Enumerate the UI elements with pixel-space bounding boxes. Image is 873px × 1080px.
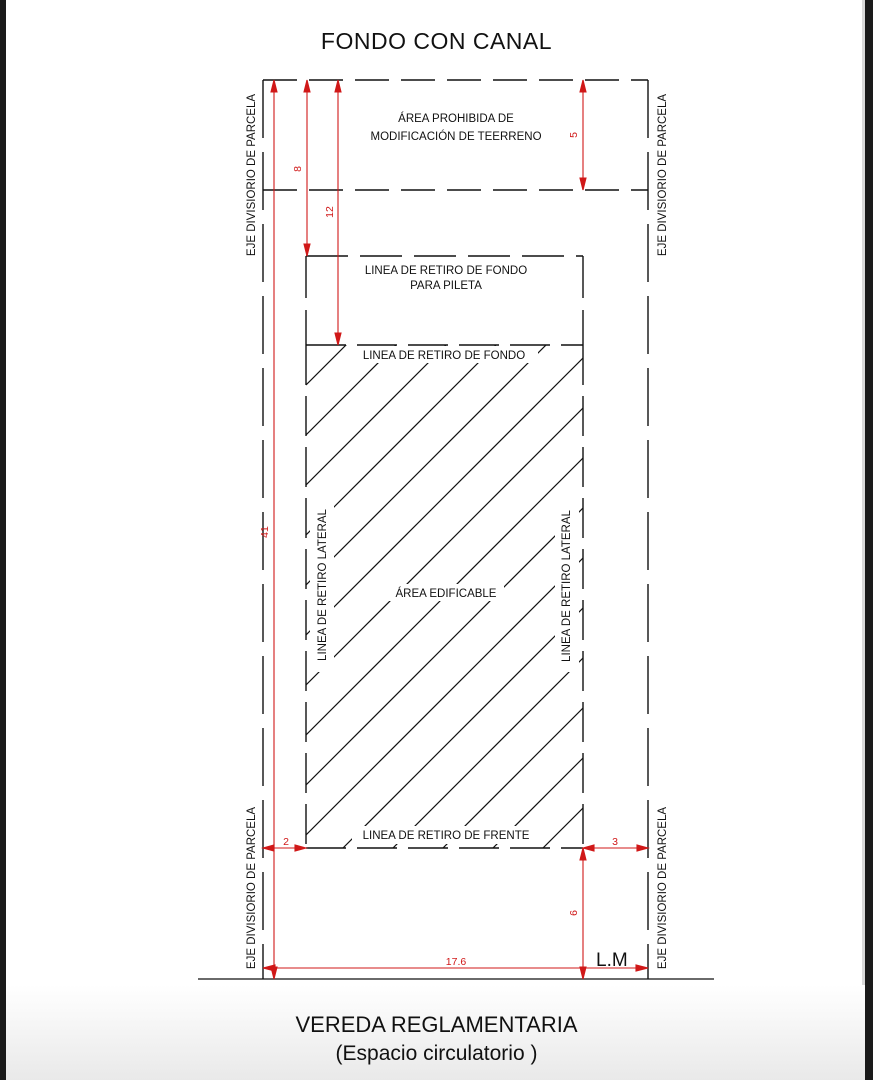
hatch-line xyxy=(306,708,583,985)
dim-front-setback: 6 xyxy=(568,910,580,916)
buildable-area-label: ÁREA EDIFICABLE xyxy=(395,588,497,600)
hatch-line xyxy=(306,808,583,1080)
dim-arrow xyxy=(583,845,594,851)
dim-arrow xyxy=(304,80,310,92)
sidewalk-subtitle: (Espacio circulatorio ) xyxy=(335,1042,538,1065)
dim-prohibited-depth: 5 xyxy=(568,132,580,138)
sidewalk-title: VEREDA REGLAMENTARIA xyxy=(295,1012,578,1037)
dim-arrow xyxy=(335,333,341,345)
hatch-line xyxy=(306,758,583,1035)
hatch-line xyxy=(306,408,583,685)
pool-setback-label-line2: PARA PILETA xyxy=(410,280,482,292)
parcel-axis-label-bottom-left: EJE DIVISIORIO DE PARCELA xyxy=(246,806,258,970)
dim-arrow xyxy=(263,965,275,971)
dim-arrow xyxy=(335,80,341,92)
prohibited-area-label-line1: ÁREA PROHIBIDA DE xyxy=(398,113,514,125)
dim-arrow xyxy=(263,845,274,851)
dim-rear-to-setback: 12 xyxy=(324,206,336,218)
dim-arrow xyxy=(636,965,648,971)
dim-arrow xyxy=(580,967,586,979)
prohibited-area-label-line2: MODIFICACIÓN DE TEERRENO xyxy=(370,131,542,143)
municipal-line-label: L.M xyxy=(596,950,628,971)
dim-width: 17.6 xyxy=(445,956,467,968)
hatch-line xyxy=(306,508,583,785)
dim-rear-to-pool: 8 xyxy=(292,166,304,172)
parcel-axis-label-top-left: EJE DIVISIORIO DE PARCELA xyxy=(246,93,258,257)
hatch-line xyxy=(306,258,583,535)
dim-left-setback: 2 xyxy=(283,836,289,848)
parcel-axis-label-top-right: EJE DIVISIORIO DE PARCELA xyxy=(657,93,669,257)
dim-arrow xyxy=(295,845,306,851)
dim-arrow xyxy=(271,80,277,92)
lateral-setback-left-label: LINEA DE RETIRO LATERAL xyxy=(317,509,329,661)
hatch-line xyxy=(306,658,583,935)
hatch-line xyxy=(306,108,583,385)
drawing-title: FONDO CON CANAL xyxy=(320,28,553,54)
hatch-line xyxy=(306,158,583,435)
lateral-setback-right-label: LINEA DE RETIRO LATERAL xyxy=(561,510,573,662)
dim-total-depth: 41 xyxy=(259,526,271,538)
dim-arrow xyxy=(580,178,586,190)
dim-right-setback: 3 xyxy=(612,836,618,848)
rear-setback-label: LINEA DE RETIRO DE FONDO xyxy=(362,350,526,362)
dim-arrow xyxy=(637,845,648,851)
front-setback-label: LINEA DE RETIRO DE FRENTE xyxy=(362,830,530,842)
dim-arrow xyxy=(304,244,310,256)
dim-arrow xyxy=(580,80,586,92)
parcel-axis-label-bottom-right: EJE DIVISIORIO DE PARCELA xyxy=(657,806,669,970)
pool-setback-label-line1: LINEA DE RETIRO DE FONDO xyxy=(364,265,528,277)
dim-arrow xyxy=(580,848,586,860)
